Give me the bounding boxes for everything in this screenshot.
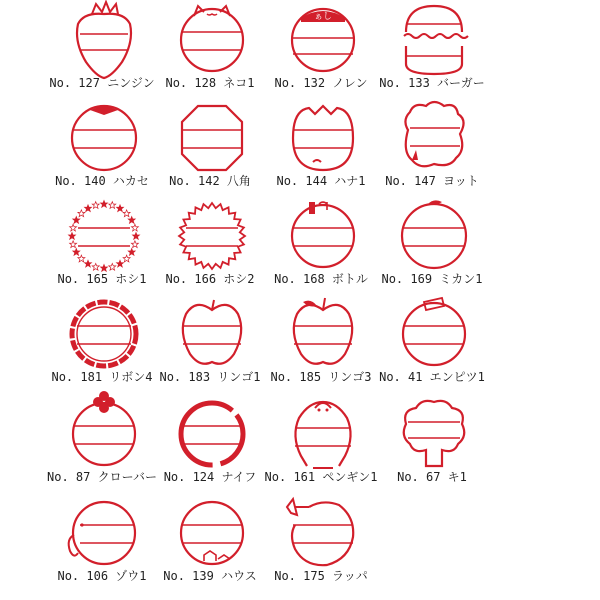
stamp-label: No. 181 リボン4 (51, 370, 153, 384)
scholar-icon (68, 100, 140, 176)
stamp-label: No. 67 キ1 (397, 470, 467, 484)
knife-icon (176, 396, 248, 472)
stamp-label: No. 140 ハカセ (55, 174, 149, 188)
stamp-label: No. 144 ハナ1 (276, 174, 366, 188)
stamp-item[interactable] (249, 495, 389, 595)
ribbon-icon (68, 296, 140, 372)
stamp-item[interactable] (360, 100, 500, 200)
trumpet-icon (287, 495, 359, 571)
octagon-icon (176, 100, 248, 176)
stamp-label: No. 166 ホシ2 (165, 272, 255, 286)
stamp-label: No. 147 ヨット (385, 174, 479, 188)
bottle-icon (287, 198, 359, 274)
stamp-label: No. 139 ハウス (163, 569, 257, 583)
carrot-icon (68, 2, 140, 78)
stamp-label: No. 185 リンゴ3 (270, 370, 372, 384)
elephant-icon (68, 495, 140, 571)
stamp-label: No. 169 ミカン1 (381, 272, 483, 286)
stamp-label: No. 165 ホシ1 (57, 272, 147, 286)
burger-icon (398, 2, 470, 78)
penguin-icon (287, 396, 359, 472)
stamp-item[interactable] (360, 2, 500, 102)
star-burst-icon (176, 198, 248, 274)
clover-icon (68, 396, 140, 472)
stamp-item[interactable] (360, 396, 500, 496)
cat-icon (176, 2, 248, 78)
stamp-label: No. 168 ボトル (274, 272, 368, 286)
tree-icon (398, 396, 470, 472)
flower-icon (287, 100, 359, 176)
noren-icon (287, 2, 359, 78)
stamp-label: No. 87 クローバー (47, 470, 157, 484)
stamp-label: No. 133 バーガー (379, 76, 485, 90)
house-icon (176, 495, 248, 571)
stamp-label: No. 175 ラッパ (274, 569, 368, 583)
noren-text: ぁし (313, 12, 333, 22)
yacht-icon (398, 100, 470, 176)
stamp-label: No. 127 ニンジン (49, 76, 155, 90)
stamp-label: No. 41 エンピツ1 (379, 370, 485, 384)
stamp-label: No. 106 ゾウ1 (57, 569, 147, 583)
stars-icon (68, 198, 140, 274)
stamp-item[interactable] (360, 198, 500, 298)
stamp-label: No. 183 リンゴ1 (159, 370, 261, 384)
stamp-item[interactable] (360, 296, 500, 396)
mandarin-icon (398, 198, 470, 274)
stamp-label: No. 142 八角 (169, 174, 251, 188)
stamp-label: No. 132 ノレン (274, 76, 368, 90)
apple-icon (176, 296, 248, 372)
stamp-label: No. 124 ナイフ (163, 470, 257, 484)
stamp-label: No. 128 ネコ1 (165, 76, 255, 90)
pencil-icon (398, 296, 470, 372)
apple-leaf-icon (287, 296, 359, 372)
stamp-label: No. 161 ペンギン1 (264, 470, 378, 484)
